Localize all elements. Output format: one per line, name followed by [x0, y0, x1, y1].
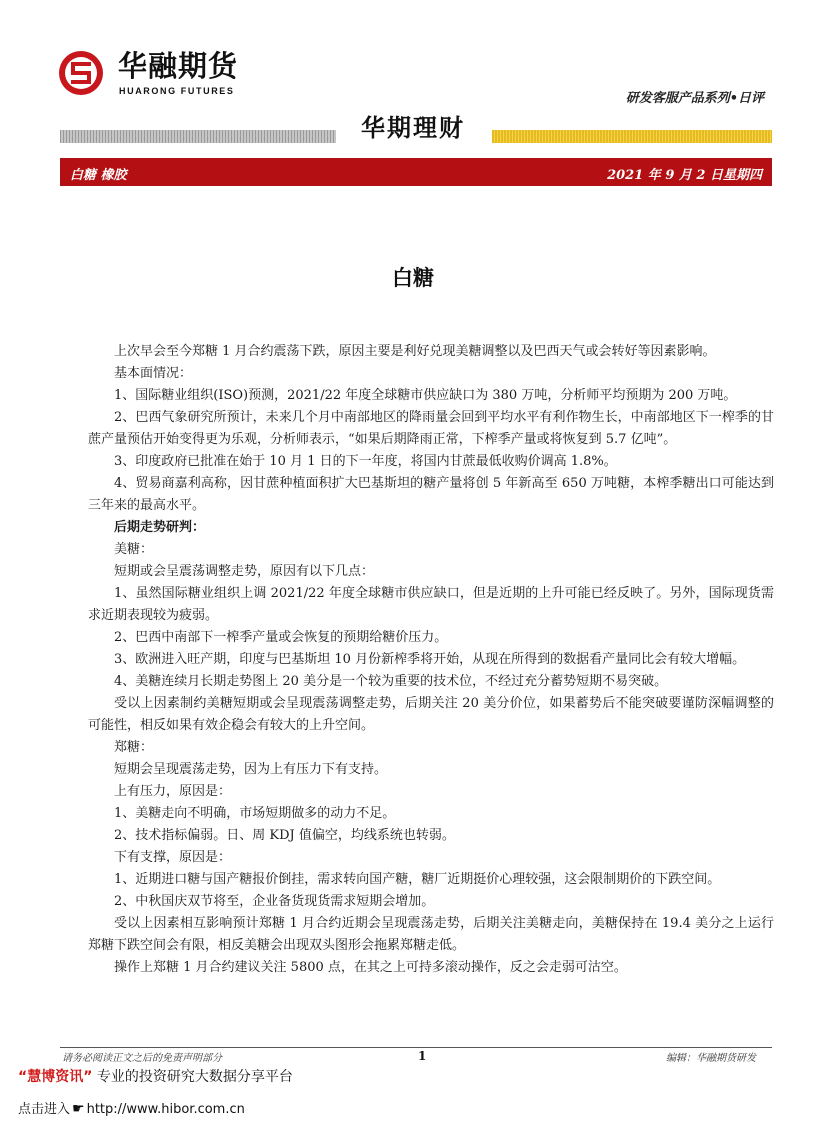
- body-paragraph: 2、巴西中南部下一榨季产量或会恢复的预期给糖价压力。: [114, 630, 448, 645]
- watermark-brand: “慧博资讯”: [18, 1069, 93, 1085]
- main-title: 华期理财: [361, 114, 465, 142]
- huarong-logo-icon: [58, 50, 104, 96]
- body-paragraph: 3、印度政府已批准在始于 10 月 1 日的下一年度，将国内甘蔗最低收购价调高 1.8%。: [114, 454, 617, 469]
- body-paragraph: 4、贸易商嘉利高称，因甘蔗种植面积扩大巴基斯坦的糖产量将创 5 年新高至 650 万吨糖，本榨季糖出口可能达到三年来的最高水平。: [88, 476, 774, 513]
- body-paragraph: 1、美糖走向不明确，市场短期做多的动力不足。: [114, 806, 396, 821]
- body-paragraph: 上有压力，原因是：: [114, 784, 232, 799]
- hand-pointer-icon: ☛: [72, 1101, 85, 1117]
- body-paragraph: 2、巴西气象研究所预计，未来几个月中南部地区的降雨量会回到平均水平有利作物生长，中南部地区下一榨季的甘蔗产量预估开始变得更为乐观，分析师表示，“如果后期降雨正常，下榨季产量或将恢复到 5.7 亿吨”。: [88, 410, 774, 447]
- body-paragraph: 美糖：: [114, 542, 154, 557]
- body-paragraph: 2、中秋国庆双节将至，企业备货现货需求短期会增加。: [114, 894, 435, 909]
- series-label: 研发客服产品系列•日评: [625, 91, 764, 106]
- category-label: 白糖 橡胶: [70, 168, 127, 183]
- body-paragraph: 后期走势研判：: [114, 520, 206, 535]
- disclaimer-note: 请务必阅读正文之后的免责声明部分: [62, 1053, 222, 1064]
- body-paragraph: 短期会呈现震荡走势，因为上有压力下有支持。: [114, 762, 388, 777]
- body-paragraph: 短期或会呈震荡调整走势，原因有以下几点：: [114, 564, 375, 579]
- body-paragraph: 郑糖：: [114, 740, 154, 755]
- document-body: [88, 341, 774, 979]
- body-paragraph: 4、美糖连续月长期走势图上 20 美分是一个较为重要的技术位，不经过充分蓄势短期不易突破。: [114, 674, 668, 689]
- watermark-slogan: 专业的投资研究大数据分享平台: [92, 1069, 293, 1085]
- editor-note: 编辑：华融期货研发: [666, 1053, 756, 1064]
- body-paragraph: 上次早会至今郑糖 1 月合约震荡下跌，原因主要是利好兑现美糖调整以及巴西天气或会转好等因素影响。: [114, 344, 716, 359]
- body-paragraph: 1、虽然国际糖业组织上调 2021/22 年度全球糖市供应缺口，但是近期的上升可能已经反映了。另外，国际现货需求近期表现较为疲弱。: [88, 586, 774, 623]
- footer-divider: [60, 1047, 772, 1048]
- body-paragraph: 2、技术指标偏弱。日、周 KDJ 值偏空，均线系统也转弱。: [114, 828, 455, 843]
- watermark-brand-line: [18, 1066, 293, 1086]
- report-date: 2021 年 9 月 2 日星期四: [607, 168, 762, 183]
- document-title: 白糖: [392, 266, 434, 290]
- body-paragraph: 1、近期进口糖与国产糖报价倒挂，需求转向国产糖，糖厂近期挺价心理较强，这会限制期价的下跌空间。: [114, 872, 721, 887]
- brand-name-cn: 华融期货: [118, 49, 239, 83]
- body-paragraph: 下有支撑，原因是：: [114, 850, 232, 865]
- body-paragraph: 操作上郑糖 1 月合约建议关注 5800 点，在其之上可持多滚动操作，反之会走弱可沽空。: [114, 960, 627, 975]
- body-paragraph: 受以上因素相互影响预计郑糖 1 月合约近期会呈现震荡走势，后期关注美糖走向，美糖保持在 19.4 美分之上运行郑糖下跌空间会有限，相反美糖会出现双头图形会拖累郑糖走低。: [88, 916, 774, 953]
- body-paragraph: 基本面情况：: [114, 366, 193, 381]
- watermark-link-line[interactable]: [18, 1098, 245, 1117]
- body-paragraph: 1、国际糖业组织(ISO)预测，2021/22 年度全球糖市供应缺口为 380 万吨，分析师平均预期为 200 万吨。: [114, 388, 737, 403]
- body-paragraph: 3、欧洲进入旺产期，印度与巴基斯坦 10 月份新榨季将开始，从现在所得到的数据看产量同比会有较大增幅。: [114, 652, 746, 667]
- watermark-url[interactable]: http://www.hibor.com.cn: [86, 1102, 245, 1117]
- brand-name-en: HUARONG FUTURES: [119, 86, 235, 96]
- watermark-link-prefix: 点击进入: [18, 1102, 71, 1117]
- body-paragraph: 受以上因素制约美糖短期或会呈现震荡调整走势，后期关注 20 美分价位，如果蓄势后不能突破要谨防深幅调整的可能性，相反如果有效企稳会有较大的上升空间。: [88, 696, 774, 733]
- page-number: 1: [418, 1049, 427, 1063]
